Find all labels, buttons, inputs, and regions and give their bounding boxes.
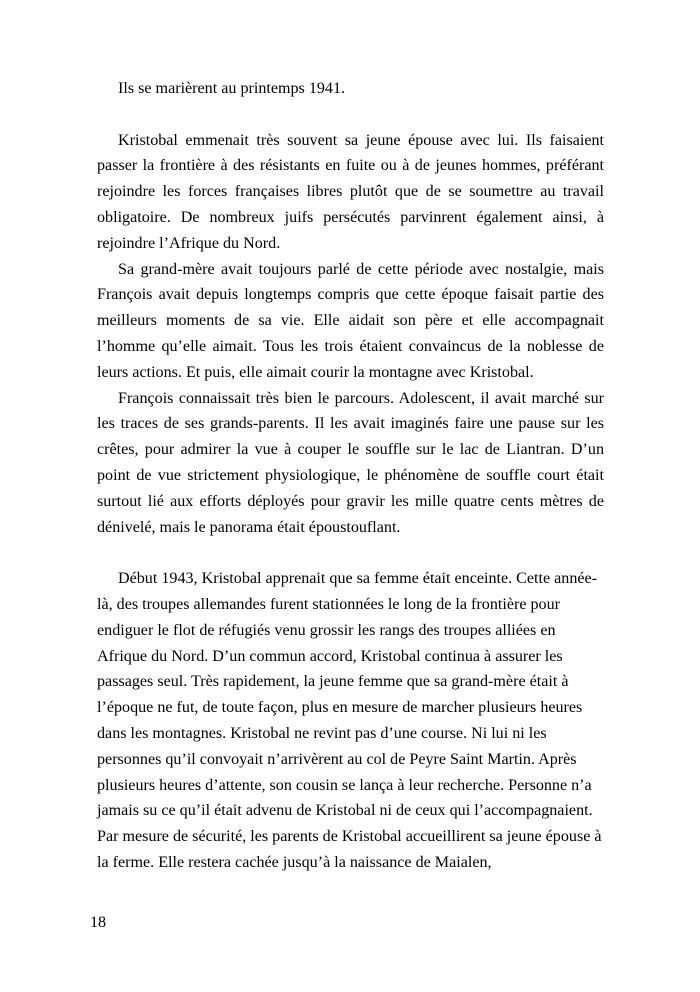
- paragraph-5: Début 1943, Kristobal apprenait que sa femme était enceinte. Cette année-là, des troupes allemandes furent stationnées le long de la frontière pour endiguer le flot de réfugiés venu grossir les rangs des troupes alliées en Afrique du Nord. D’un commun accord, Kristobal continua à assurer les passages seul. Très rapidement, la jeune femme que sa grand-mère était à l’époque ne fut, de toute façon, plus en mesure de marcher plusieurs heures dans les montagnes. Kristobal ne revint pas d’une course. Ni lui ni les personnes qu’il convoyait n’arrivèrent au col de Peyre Saint Martin. Après plusieurs heures d’attente, son cousin se lança à leur recherche. Personne n’a jamais su ce qu’il était advenu de Kristobal ni de ceux qui l’accompagnaient. Par mesure de sécurité, les parents de Kristobal accueillirent sa jeune épouse à la ferme. Elle restera cachée jusqu’à la naissance de Maialen,: [97, 570, 602, 871]
- paragraph-4: François connaissait très bien le parcours. Adolescent, il avait marché sur les traces de ses grands-parents. Il les avait imaginés faire une pause sur les crêtes, pour admirer la vue à couper le souffle sur le lac de Liantran. D’un point de vue strictement physiologique, le phénomène de souffle court était surtout lié aux efforts déployés pour gravir les mille quatre cents mètres de dénivelé, mais le panorama était époustouflant.: [97, 389, 604, 536]
- body-text-block: [97, 76, 604, 876]
- paragraph-1: Ils se marièrent au printemps 1941.: [118, 80, 346, 97]
- paragraph-3: Sa grand-mère avait toujours parlé de cette période avec nostalgie, mais François avait depuis longtemps compris que cette époque faisait partie des meilleurs moments de sa vie. Elle aidait son père et elle accompagnait l’homme qu’elle aimait. Tous les trois étaient convaincus de la noblesse de leurs actions. Et puis, elle aimait courir la montagne avec Kristobal.: [97, 260, 604, 381]
- paragraph-2: Kristobal emmenait très souvent sa jeune épouse avec lui. Ils faisaient passer la frontière à des résistants en fuite ou à de jeunes hommes, préférant rejoindre les forces françaises libres plutôt que de se soumettre au travail obligatoire. De nombreux juifs persécutés parvinrent également ainsi, à rejoindre l’Afrique du Nord.: [97, 131, 604, 252]
- page-number: 18: [90, 914, 107, 931]
